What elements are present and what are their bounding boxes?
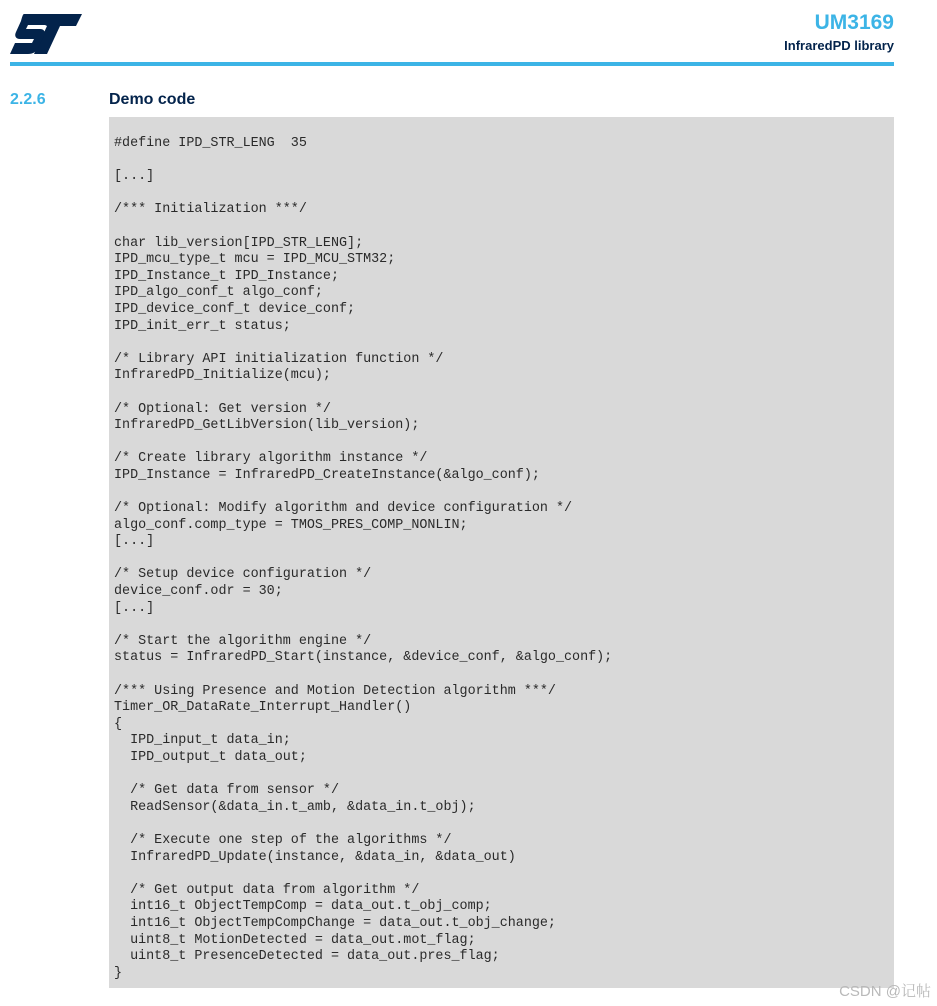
code-line [114, 435, 894, 452]
code-line: [...] [114, 534, 155, 550]
code-line: } [114, 965, 123, 981]
code-line: /*** Initialization ***/ [114, 202, 307, 218]
document-title: InfraredPD library [784, 38, 894, 53]
code-line [114, 186, 894, 203]
code-line: IPD_device_conf_t device_conf; [114, 301, 356, 317]
code-line: IPD_algo_conf_t algo_conf; [114, 285, 323, 301]
code-line [114, 617, 894, 634]
header-divider [10, 62, 894, 66]
code-line: int16_t ObjectTempCompChange = data_out.t_obj_change; [114, 915, 556, 931]
code-line: uint8_t MotionDetected = data_out.mot_flag; [114, 932, 476, 948]
code-line: status = InfraredPD_Start(instance, &device_conf, &algo_conf); [114, 650, 613, 666]
code-line: [...] [114, 169, 155, 185]
code-block [109, 117, 894, 988]
code-line: int16_t ObjectTempComp = data_out.t_obj_comp; [114, 899, 492, 915]
section-title: Demo code [109, 91, 196, 108]
code-line [114, 385, 894, 402]
code-line [114, 551, 894, 568]
code-line: /* Start the algorithm engine */ [114, 633, 372, 649]
code-line: #define IPD_STR_LENG 35 [114, 136, 307, 151]
code-line: IPD_mcu_type_t mcu = IPD_MCU_STM32; [114, 252, 396, 268]
code-line: /* Execute one step of the algorithms */ [114, 832, 452, 848]
code-line: Timer_OR_DataRate_Interrupt_Handler() [114, 700, 412, 716]
code-line: algo_conf.comp_type = TMOS_PRES_COMP_NONLIN; [114, 517, 468, 533]
watermark: CSDN @记帖 [839, 983, 931, 1000]
code-line: /* Setup device configuration */ [114, 567, 372, 583]
code-line [114, 219, 894, 236]
code-line: ReadSensor(&data_in.t_amb, &data_in.t_obj); [114, 799, 476, 815]
code-line: /* Get output data from algorithm */ [114, 882, 420, 898]
code-line [114, 335, 894, 352]
code-line: [...] [114, 600, 155, 616]
code-line: device_conf.odr = 30; [114, 584, 283, 600]
code-line: /* Optional: Get version */ [114, 401, 331, 417]
code-line: /* Create library algorithm instance */ [114, 451, 428, 467]
code-line: IPD_Instance_t IPD_Instance; [114, 268, 339, 284]
st-logo-icon [10, 14, 82, 54]
code-line [114, 767, 894, 784]
code-line: /* Library API initialization function */ [114, 351, 444, 367]
code-line: IPD_output_t data_out; [114, 749, 307, 765]
code-line: InfraredPD_Initialize(mcu); [114, 368, 331, 384]
section-number: 2.2.6 [10, 91, 46, 108]
code-line: /* Optional: Modify algorithm and device configuration */ [114, 501, 573, 517]
code-line: /* Get data from sensor */ [114, 783, 339, 799]
code-line: /*** Using Presence and Motion Detection algorithm ***/ [114, 683, 556, 699]
code-line: char lib_version[IPD_STR_LENG]; [114, 235, 364, 251]
code-line: IPD_input_t data_in; [114, 733, 291, 749]
code-line [114, 153, 894, 170]
code-line: { [114, 716, 123, 732]
code-line [114, 484, 894, 501]
code-line [114, 866, 894, 883]
document-number: UM3169 [814, 11, 894, 34]
code-line: IPD_Instance = InfraredPD_CreateInstance(&algo_conf); [114, 467, 540, 483]
code-line: uint8_t PresenceDetected = data_out.pres_flag; [114, 949, 500, 965]
code-line: IPD_init_err_t status; [114, 318, 291, 334]
code-line [114, 816, 894, 833]
code-line: InfraredPD_GetLibVersion(lib_version); [114, 418, 420, 434]
code-line: InfraredPD_Update(instance, &data_in, &data_out) [114, 849, 516, 865]
code-line [114, 667, 894, 684]
